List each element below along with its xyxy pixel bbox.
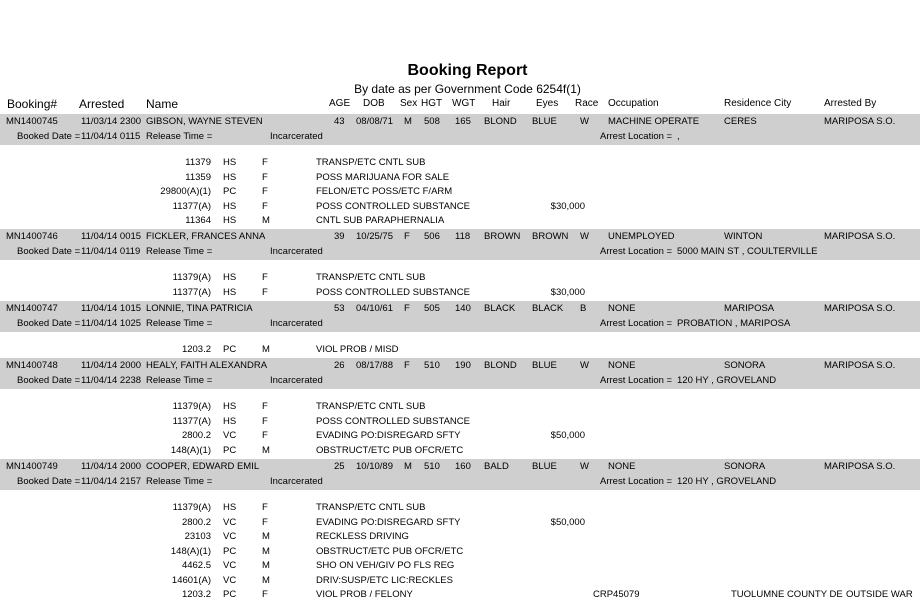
- charge-level: F: [262, 430, 268, 441]
- record-arrested-by: MARIPOSA S.O.: [824, 116, 896, 127]
- record-sex: F: [404, 303, 410, 314]
- footer-report-code: CRP45079: [593, 589, 640, 600]
- record-dob: 10/25/75: [356, 231, 393, 242]
- charge-code: 11377(A): [172, 200, 211, 212]
- record-arrested: 11/04/14 1015: [81, 303, 142, 314]
- record-hgt: 505: [424, 303, 440, 314]
- header-eyes: Eyes: [536, 98, 559, 109]
- charge-code: 11377(A): [172, 286, 211, 298]
- booked-date-label: Booked Date =: [17, 131, 81, 142]
- status: Incarcerated: [270, 246, 323, 257]
- header-arrested-by: Arrested By: [824, 98, 877, 109]
- record-booking: MN1400747: [6, 303, 58, 314]
- header-arrested: Arrested: [79, 97, 125, 111]
- charge-level: F: [262, 171, 268, 183]
- arrest-location: 120 HY , GROVELAND: [677, 375, 777, 386]
- record-age: 43: [334, 116, 345, 127]
- header-hgt: HGT: [421, 98, 443, 109]
- charge-type: HS: [223, 215, 237, 226]
- booked-date: 11/04/14 0115: [81, 131, 141, 142]
- record-race: W: [580, 360, 589, 371]
- booked-date-label: Booked Date =: [17, 246, 81, 257]
- record-sex: F: [404, 360, 410, 371]
- charge-description: EVADING PO:DISREGARD SFTY: [316, 516, 461, 528]
- booked-date-label: Booked Date =: [17, 318, 81, 329]
- record-age: 53: [334, 303, 345, 314]
- record-wgt: 140: [455, 303, 471, 314]
- record-eyes: BROWN: [532, 231, 569, 242]
- arrest-location: PROBATION , MARIPOSA: [677, 318, 791, 329]
- record-age: 26: [334, 360, 345, 371]
- record-hgt: 508: [424, 116, 440, 127]
- header-sex: Sex: [400, 98, 418, 109]
- charge-description: OBSTRUCT/ETC PUB OFCR/ETC: [316, 545, 464, 557]
- record-name: HEALY, FAITH ALEXANDRA: [146, 360, 268, 371]
- header-hair: Hair: [492, 98, 511, 109]
- record-wgt: 165: [455, 116, 471, 127]
- charge-code: 2800.2: [181, 430, 211, 441]
- record-booking: MN1400749: [6, 461, 58, 472]
- record-arrested-by: MARIPOSA S.O.: [824, 360, 896, 371]
- release-time-label: Release Time =: [146, 131, 213, 142]
- arrest-location: 5000 MAIN ST , COULTERVILLE: [677, 246, 818, 257]
- arrest-location-label: Arrest Location =: [600, 131, 673, 142]
- charge-code: 11379: [185, 157, 211, 168]
- record-booking: MN1400748: [6, 360, 58, 371]
- charge-description: TRANSP/ETC CNTL SUB: [316, 502, 426, 513]
- booked-date: 11/04/14 2157: [81, 476, 142, 487]
- arrest-location-label: Arrest Location =: [600, 476, 673, 487]
- charge-description: DRIV:SUSP/ETC LIC:RECKLES: [316, 574, 453, 586]
- record-hair: BLOND: [484, 360, 517, 371]
- record-dob: 10/10/89: [356, 461, 393, 472]
- arrest-location-label: Arrest Location =: [600, 318, 673, 329]
- record-arrested-by: MARIPOSA S.O.: [824, 303, 896, 314]
- charge-description: POSS CONTROLLED SUBSTANCE: [316, 200, 470, 212]
- record-race: W: [580, 231, 589, 242]
- charge-code: 11377(A): [172, 415, 211, 427]
- record-booking: MN1400746: [6, 231, 58, 242]
- charge-description: POSS CONTROLLED SUBSTANCE: [316, 415, 470, 427]
- charge-level: F: [262, 401, 268, 412]
- header-wgt: WGT: [452, 98, 476, 109]
- charge-description: TRANSP/ETC CNTL SUB: [316, 272, 426, 283]
- record-hair: BALD: [484, 461, 509, 472]
- charge-type: VC: [223, 516, 237, 528]
- record-hair: BLACK: [484, 303, 516, 314]
- charge-type: PC: [223, 589, 237, 600]
- header-dob: DOB: [363, 98, 385, 109]
- record-sex: M: [404, 116, 412, 127]
- charge-type: PC: [223, 186, 237, 197]
- record-arrested: 11/04/14 2000: [81, 461, 142, 472]
- record-occupation: NONE: [608, 461, 636, 472]
- charge-type: PC: [223, 444, 237, 456]
- charge-description: CNTL SUB PARAPHERNALIA: [316, 215, 445, 226]
- report-title: Booking Report: [407, 62, 528, 79]
- charge-code: 11379(A): [172, 272, 211, 283]
- status: Incarcerated: [270, 375, 323, 386]
- charge-type: HS: [223, 157, 237, 168]
- record-dob: 08/08/71: [356, 116, 393, 127]
- charge-description: OBSTRUCT/ETC PUB OFCR/ETC: [316, 444, 464, 456]
- charge-code: 14601(A): [171, 574, 211, 586]
- record-sex: F: [404, 231, 410, 242]
- record-name: FICKLER, FRANCES ANNA: [146, 231, 266, 242]
- charge-level: F: [262, 415, 268, 427]
- record-eyes: BLUE: [532, 461, 557, 472]
- record-occupation: UNEMPLOYED: [608, 231, 675, 242]
- charge-description: FELON/ETC POSS/ETC F/ARM: [316, 186, 453, 197]
- record-hair: BROWN: [484, 231, 521, 242]
- record-arrested-by: MARIPOSA S.O.: [824, 231, 896, 242]
- charge-type: PC: [223, 545, 237, 557]
- charge-type: HS: [223, 401, 237, 412]
- record-age: 39: [334, 231, 345, 242]
- charge-type: VC: [223, 531, 237, 542]
- record-race: W: [580, 461, 589, 472]
- release-time-label: Release Time =: [146, 318, 213, 329]
- charge-code: 11359: [185, 171, 211, 183]
- arrest-location-label: Arrest Location =: [600, 375, 673, 386]
- charge-bail: $50,000: [550, 516, 585, 528]
- charge-code: 1203.2: [181, 589, 211, 600]
- record-residence: SONORA: [724, 360, 766, 371]
- header-occupation: Occupation: [608, 98, 659, 109]
- booked-date-label: Booked Date =: [17, 375, 81, 386]
- record-eyes: BLACK: [532, 303, 564, 314]
- booked-date: 11/04/14 0119: [81, 246, 141, 257]
- record-age: 25: [334, 461, 345, 472]
- status: Incarcerated: [270, 476, 323, 487]
- record-arrested-by: MARIPOSA S.O.: [824, 461, 896, 472]
- charge-level: F: [262, 502, 268, 513]
- release-time-label: Release Time =: [146, 476, 213, 487]
- arrest-location-label: Arrest Location =: [600, 246, 673, 257]
- record-race: B: [580, 303, 587, 314]
- record-residence: SONORA: [724, 461, 766, 472]
- charge-code: 11364: [185, 215, 211, 226]
- record-arrested: 11/03/14 2300: [81, 116, 142, 127]
- charge-type: PC: [223, 344, 237, 355]
- charge-description: EVADING PO:DISREGARD SFTY: [316, 430, 461, 441]
- charge-level: F: [262, 286, 268, 298]
- header-age: AGE: [329, 98, 351, 109]
- charge-code: 1203.2: [181, 344, 211, 355]
- charge-description: RECKLESS DRIVING: [316, 531, 409, 542]
- record-name: LONNIE, TINA PATRICIA: [146, 303, 253, 314]
- charge-description: VIOL PROB / FELONY: [316, 589, 413, 600]
- release-time-label: Release Time =: [146, 375, 213, 386]
- record-dob: 04/10/61: [356, 303, 393, 314]
- record-arrested: 11/04/14 2000: [81, 360, 142, 371]
- record-name: GIBSON, WAYNE STEVEN: [146, 116, 263, 127]
- booked-date: 11/04/14 2238: [81, 375, 142, 386]
- report-subtitle: By date as per Government Code 6254f(1): [354, 82, 581, 96]
- charge-bail: $50,000: [550, 430, 585, 441]
- charge-description: POSS CONTROLLED SUBSTANCE: [316, 286, 470, 298]
- charge-type: HS: [223, 286, 237, 298]
- record-booking: MN1400745: [6, 116, 58, 127]
- record-occupation: NONE: [608, 360, 636, 371]
- charge-level: F: [262, 157, 268, 168]
- booked-date: 11/04/14 1025: [81, 318, 142, 329]
- record-hgt: 506: [424, 231, 440, 242]
- charge-level: M: [262, 531, 270, 542]
- charge-bail: $30,000: [550, 286, 585, 298]
- charge-level: M: [262, 215, 270, 226]
- footer-agency: TUOLUMNE COUNTY DE: [731, 589, 843, 600]
- record-residence: MARIPOSA: [724, 303, 775, 314]
- header-residence: Residence City: [724, 98, 792, 109]
- charge-code: 11379(A): [172, 502, 211, 513]
- charge-level: M: [262, 574, 270, 586]
- charge-type: HS: [223, 171, 237, 183]
- record-name: COOPER, EDWARD EMIL: [146, 461, 260, 472]
- record-occupation: MACHINE OPERATE: [608, 116, 700, 127]
- record-residence: CERES: [724, 116, 757, 127]
- release-time-label: Release Time =: [146, 246, 213, 257]
- charge-level: F: [262, 589, 268, 600]
- charge-level: F: [262, 272, 268, 283]
- charge-code: 29800(A)(1): [160, 186, 211, 197]
- charge-description: POSS MARIJUANA FOR SALE: [316, 171, 450, 183]
- charge-description: VIOL PROB / MISD: [316, 344, 399, 355]
- record-eyes: BLUE: [532, 360, 557, 371]
- charge-description: TRANSP/ETC CNTL SUB: [316, 401, 426, 412]
- charge-type: HS: [223, 502, 237, 513]
- charge-code: 23103: [184, 531, 211, 542]
- charge-code: 148(A)(1): [170, 545, 211, 557]
- record-residence: WINTON: [724, 231, 763, 242]
- charge-type: VC: [223, 574, 237, 586]
- record-wgt: 118: [455, 231, 471, 242]
- charge-code: 148(A)(1): [170, 444, 211, 456]
- record-dob: 08/17/88: [356, 360, 393, 371]
- charge-type: VC: [223, 430, 237, 441]
- charge-type: HS: [223, 200, 237, 212]
- charge-type: HS: [223, 272, 237, 283]
- charge-type: VC: [223, 560, 237, 571]
- record-hgt: 510: [424, 360, 440, 371]
- charge-level: F: [262, 186, 268, 197]
- charge-description: TRANSP/ETC CNTL SUB: [316, 157, 426, 168]
- charge-code: 4462.5: [181, 560, 211, 571]
- charge-code: 11379(A): [172, 401, 211, 412]
- arrest-location: ,: [677, 131, 680, 142]
- charge-level: M: [262, 444, 270, 456]
- record-occupation: NONE: [608, 303, 636, 314]
- charge-description: SHO ON VEH/GIV PO FLS REG: [316, 560, 455, 571]
- charge-code: 2800.2: [181, 516, 211, 528]
- status: Incarcerated: [270, 318, 323, 329]
- record-sex: M: [404, 461, 412, 472]
- charge-level: F: [262, 200, 268, 212]
- arrest-location: 120 HY , GROVELAND: [677, 476, 777, 487]
- charge-bail: $30,000: [550, 200, 585, 212]
- charge-level: F: [262, 516, 268, 528]
- header-name: Name: [146, 97, 179, 111]
- footer-note: OUTSIDE WAR: [846, 589, 913, 600]
- record-wgt: 190: [455, 360, 471, 371]
- charge-level: M: [262, 545, 270, 557]
- header-booking: Booking#: [7, 97, 58, 111]
- record-hgt: 510: [424, 461, 440, 472]
- record-wgt: 160: [455, 461, 471, 472]
- record-arrested: 11/04/14 0015: [81, 231, 142, 242]
- charge-type: HS: [223, 415, 237, 427]
- record-hair: BLOND: [484, 116, 517, 127]
- status: Incarcerated: [270, 131, 323, 142]
- record-race: W: [580, 116, 589, 127]
- charge-level: M: [262, 344, 270, 355]
- charge-level: M: [262, 560, 270, 571]
- booked-date-label: Booked Date =: [17, 476, 81, 487]
- record-eyes: BLUE: [532, 116, 557, 127]
- header-race: Race: [575, 98, 599, 109]
